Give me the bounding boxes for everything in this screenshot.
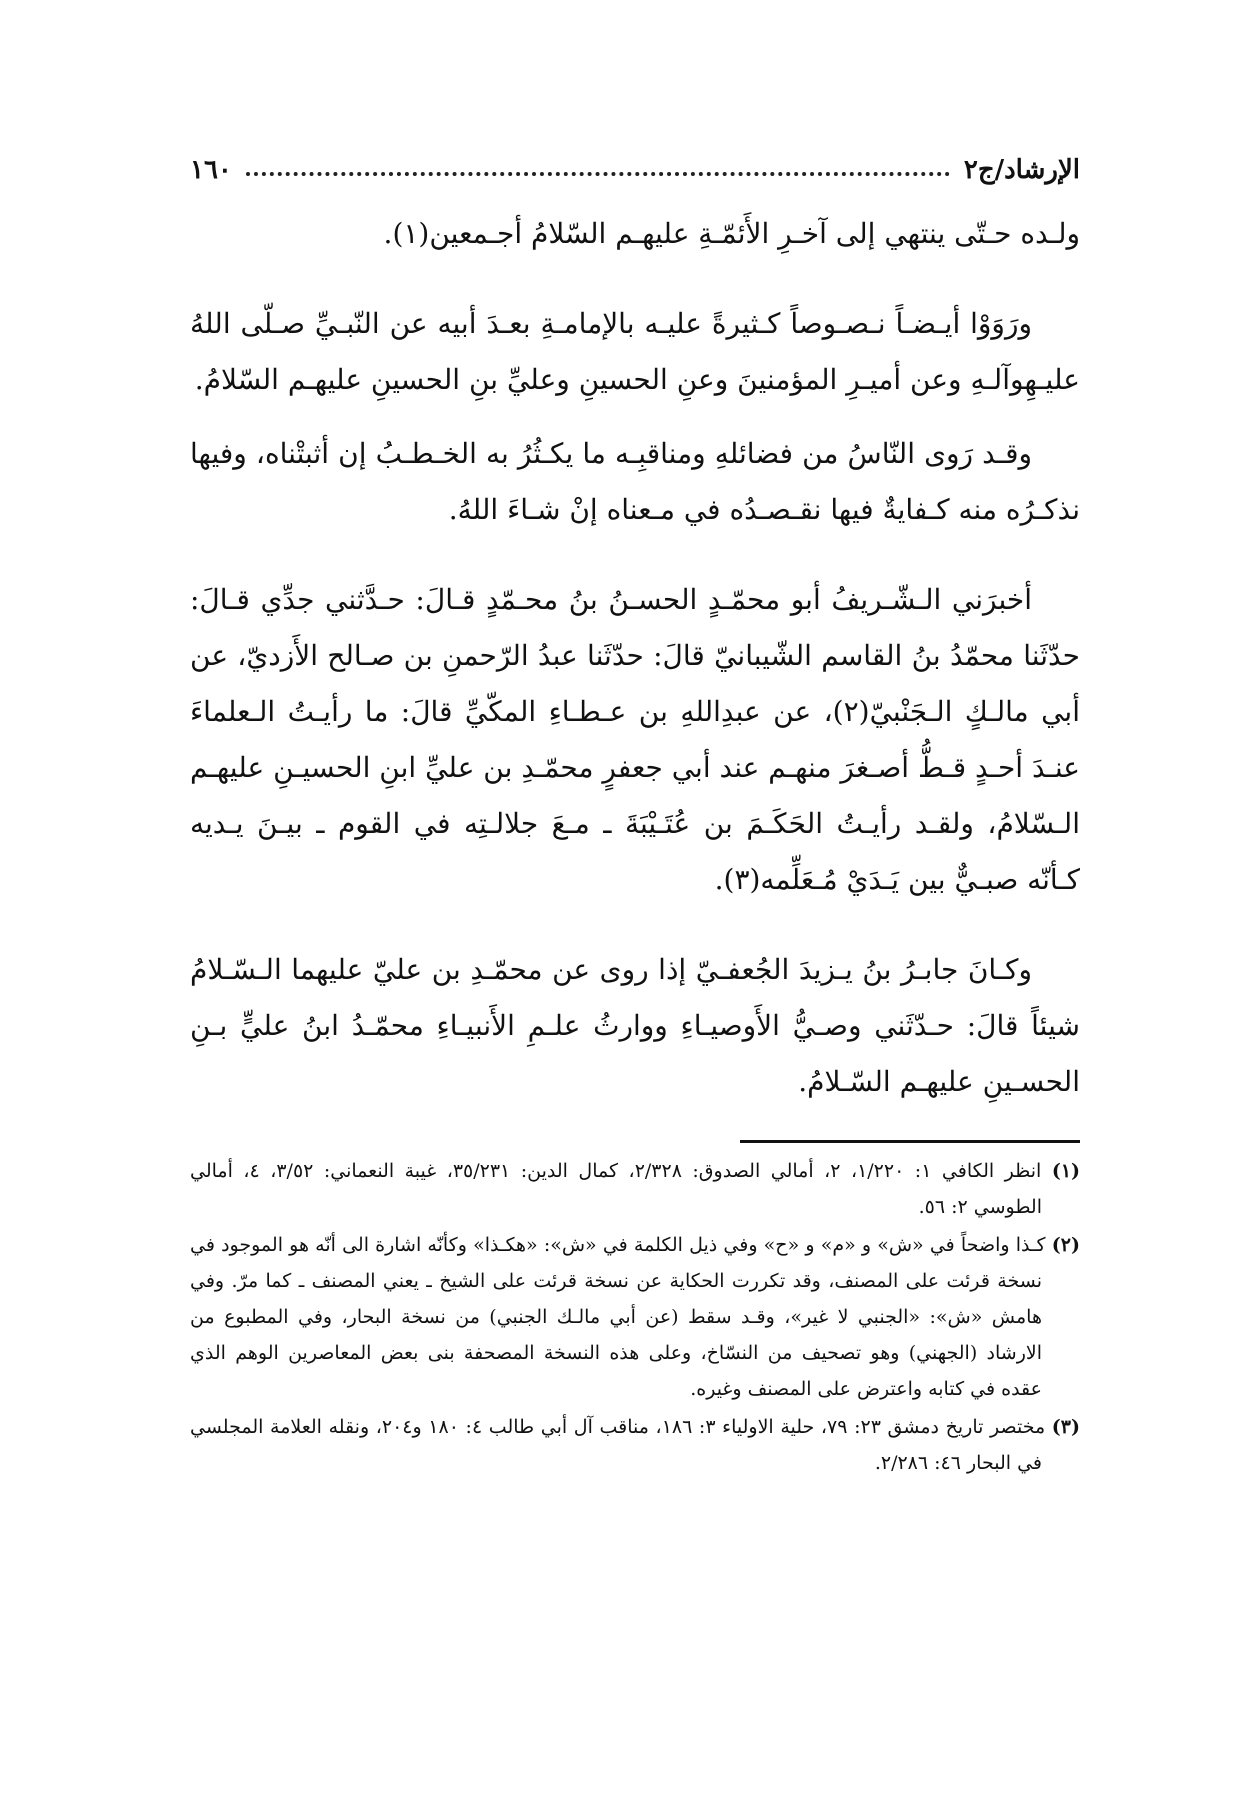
footnote-text: انظر الكافي ١: ١/٢٢٠، ٢، أمالي الصدوق: ٢/٣٢٨، كمال الدين: ٣٥/٢٣١، غيبة النعماني: ٣/٥٢، ٤، أمالي الطوسي ٢: ٥٦. — [190, 1160, 1042, 1218]
footnote-text: مختصر تاريخ دمشق ٢٣: ٧٩، حلية الاولياء ٣: ١٨٦، مناقب آل أبي طالب ٤: ١٨٠ و٢٠٤، ونقله العلامة المجلسي في البحار ٤٦: ٢/٢٨٦. — [190, 1416, 1046, 1474]
paragraph: ولـده حـتّى ينتهي إلى آخـرِ الأَئمّـةِ عليهـم السّلامُ أجـمعين(١). — [383, 217, 1080, 250]
footnote-marker: (٣) — [1051, 1416, 1080, 1438]
paragraph: أخبرَني الـشّـريفُ أبو محمّـدٍ الحسـنُ بنُ محـمّدٍ قـالَ: حـدَّثني جدِّي قـالَ: حدّثَنا محمّدُ بنُ القاسم الشّيبانيّ قالَ: حدّثَنا عبدُ الرّحمنِ بن صـالح الأَزديّ، عن أبي مالـكٍ الـجَنْبيّ(٢)، عن عبدِاللهِ بن عـطـاءِ المكّيِّ قالَ: ما رأيـتُ الـعلماءَ عنـدَ أحـدٍ قـطُّ أصـغرَ منهـم عند أبي جعفرٍ محمّـدِ بن عليِّ ابنِ الحسيـنِ عليهـم الـسّلامُ، ولقـد رأيـتُ الحَكَـمَ بن عُتَـيْبَةَ ـ مـعَ جلالـتِه في القوم ـ بيـنَ يـديه كـأنّه صبـيٌّ بين يَـدَيْ مُـعَلِّمه(٣). — [190, 583, 1081, 896]
running-title: الإرشاد/ج٢ — [963, 155, 1080, 185]
footnote — [190, 1153, 1080, 1225]
footnotes — [190, 1153, 1080, 1481]
footnote-marker: (٢) — [1051, 1234, 1080, 1256]
footnote-marker: (١) — [1051, 1160, 1081, 1182]
running-header — [190, 148, 1080, 192]
footnote — [190, 1409, 1080, 1481]
page-number: ١٦٠ — [190, 155, 232, 185]
paragraph: وقـد رَوى النّاسُ من فضائلهِ ومناقبِـه ما يكـثُرُ به الخـطـبُ إن أثبتْناه، وفيها نذكـرُه منه كـفايةٌ فيها نقـصـدُه في مـعناه إنْ شـاءَ اللهُ. — [190, 437, 1080, 526]
footnote — [190, 1227, 1080, 1407]
main-text — [190, 206, 1080, 1110]
paragraph: ورَوَوْا أيـضـاً نـصـوصاً كـثيرةً عليـه بالإمامـةِ بعـدَ أبيه عن النّبـيِّ صـلّى اللهُ عليـهِوآلـهِ وعن أميـرِ المؤمنينَ وعنِ الحسينِ وعليِّ بنِ الحسينِ عليهـم السّلامُ. — [190, 307, 1080, 396]
header-dotted-leader — [246, 172, 950, 176]
book-page — [190, 148, 1080, 1748]
paragraph: وكـانَ جابـرُ بنُ يـزيدَ الجُعفـيّ إذا روى عن محمّـدِ بن عليّ عليهما الـسّـلامُ شيئاً قالَ: حـدّثَني وصـيُّ الأَوصيـاءِ ووارثُ علـمِ الأَنبيـاءِ محمّـدُ ابنُ عليٍّ بـنِ الحسـينِ عليهـم السّـلامُ. — [190, 953, 1080, 1098]
footnote-text: كـذا واضحاً في «ش» و «م» و «ح» وفي ذيل الكلمة في «ش»: «هكـذا» وكأنّه اشارة الى أنّه هو الموجود في نسخة قرئت على المصنف، وقد تكررت الحكاية عن نسخة قرئت على الشيخ ـ يعني المصنف ـ كما مرّ. وفي هامش «ش»: «الجنبي لا غير»، وقـد سقط (عن أبي مالـك الجنبي) من نسخة البحار، وفي المطبوع من الارشاد (الجهني) وهو تصحيف من النسّاخ، وعلى هذه النسخة المصحفة بنى بعض المعاصرين الوهم الذي عقده في كتابه واعترض على المصنف وغيره. — [190, 1234, 1046, 1400]
footnote-separator — [740, 1140, 1080, 1143]
